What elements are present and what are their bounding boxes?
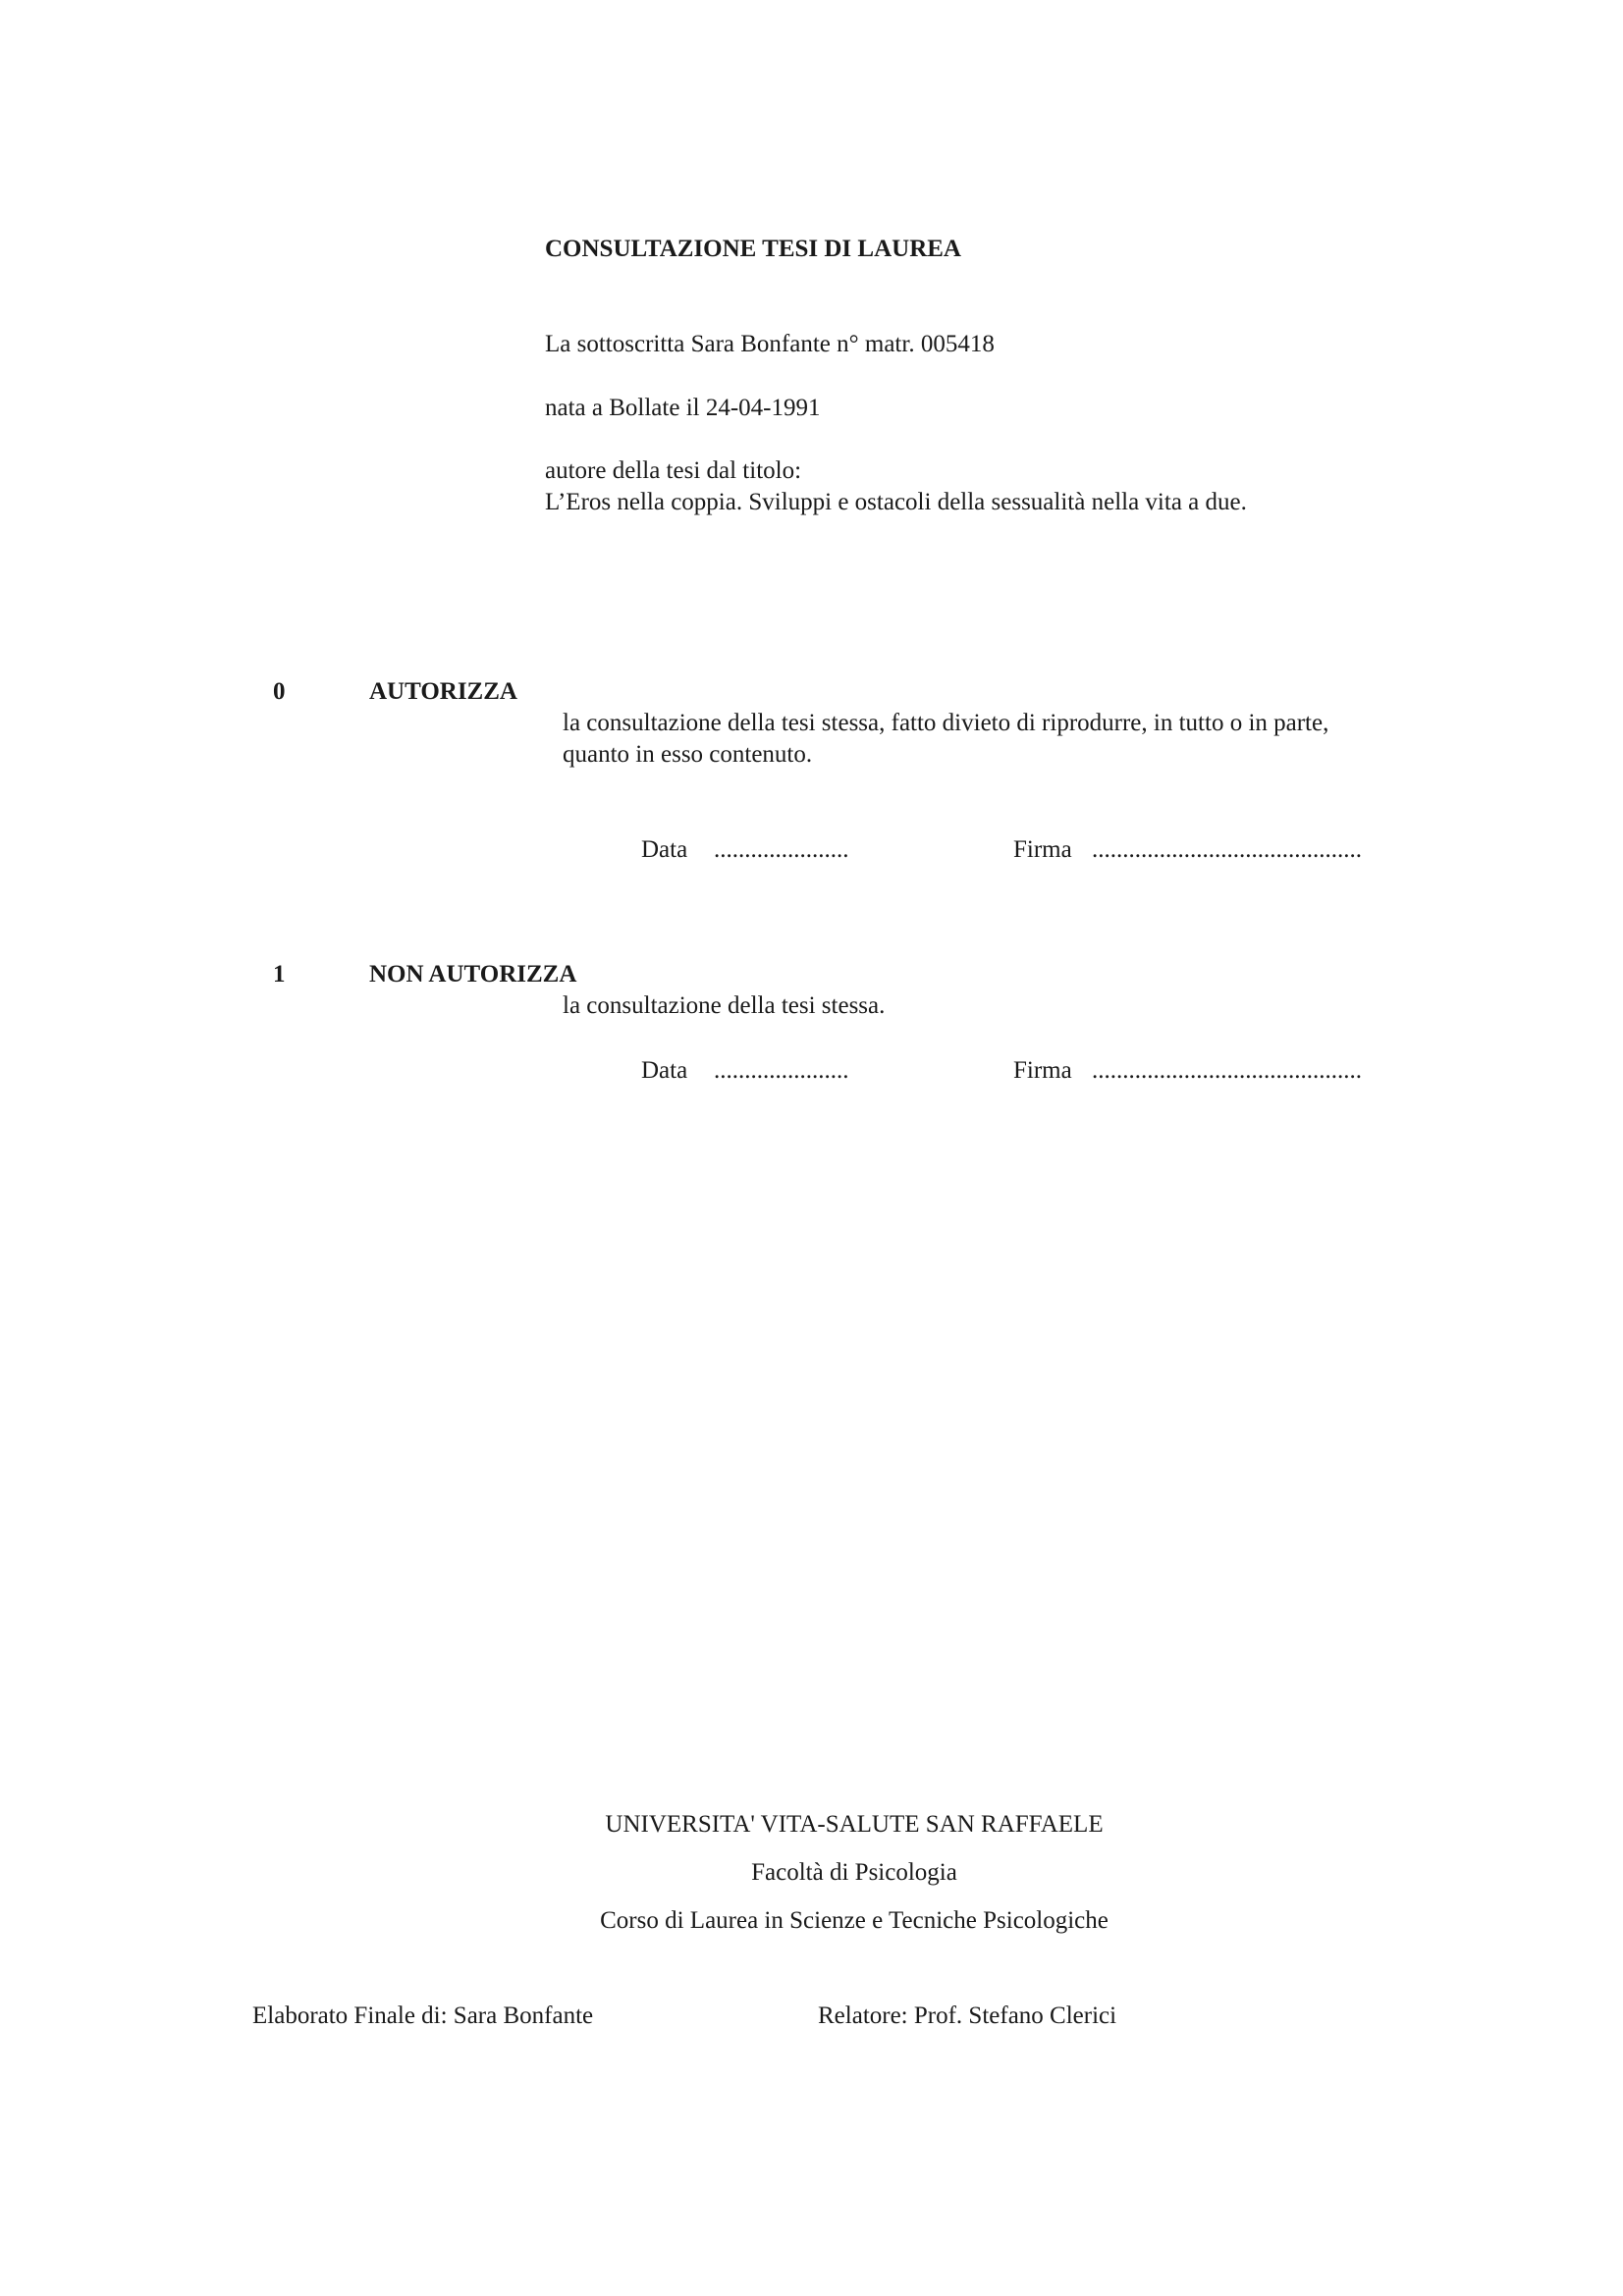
thesis-intro-line: autore della tesi dal titolo: [545,457,802,484]
option-number-authorize: 0 [273,678,286,705]
not-authorize-date-field: ...................... [714,1057,849,1084]
not-authorize-text-line-1: la consultazione della tesi stessa. [563,992,886,1019]
option-label-not-authorize: NON AUTORIZZA [369,961,577,988]
supervisor-line: Relatore: Prof. Stefano Clerici [818,2002,1117,2029]
thesis-title: L’Eros nella coppia. Sviluppi e ostacoli della sessualità nella vita a due. [545,489,1247,515]
not-authorize-date-label: Data [641,1057,688,1084]
authorize-sign-field: ............................................ [1092,836,1362,863]
option-number-not-authorize: 1 [273,961,286,988]
course-name: Corso di Laurea in Scienze e Tecniche Psicologiche [600,1907,1109,1934]
university-name: UNIVERSITA' VITA-SALUTE SAN RAFFAELE [605,1811,1104,1838]
authorize-text-line-1: la consultazione della tesi stessa, fatto divieto di riprodurre, in tutto o in parte, [563,710,1329,736]
birth-line: nata a Bollate il 24-04-1991 [545,395,821,421]
authorize-date-label: Data [641,836,688,863]
author-line: Elaborato Finale di: Sara Bonfante [252,2002,594,2029]
option-label-authorize: AUTORIZZA [369,678,517,705]
not-authorize-sign-label: Firma [1013,1057,1072,1084]
authorize-text-line-2: quanto in esso contenuto. [563,741,813,768]
not-authorize-sign-field: ............................................ [1092,1057,1362,1084]
authorize-date-field: ...................... [714,836,849,863]
page-title: CONSULTAZIONE TESI DI LAUREA [545,236,961,262]
faculty-name: Facoltà di Psicologia [751,1859,957,1886]
authorize-sign-label: Firma [1013,836,1072,863]
student-line: La sottoscritta Sara Bonfante n° matr. 005418 [545,331,995,357]
